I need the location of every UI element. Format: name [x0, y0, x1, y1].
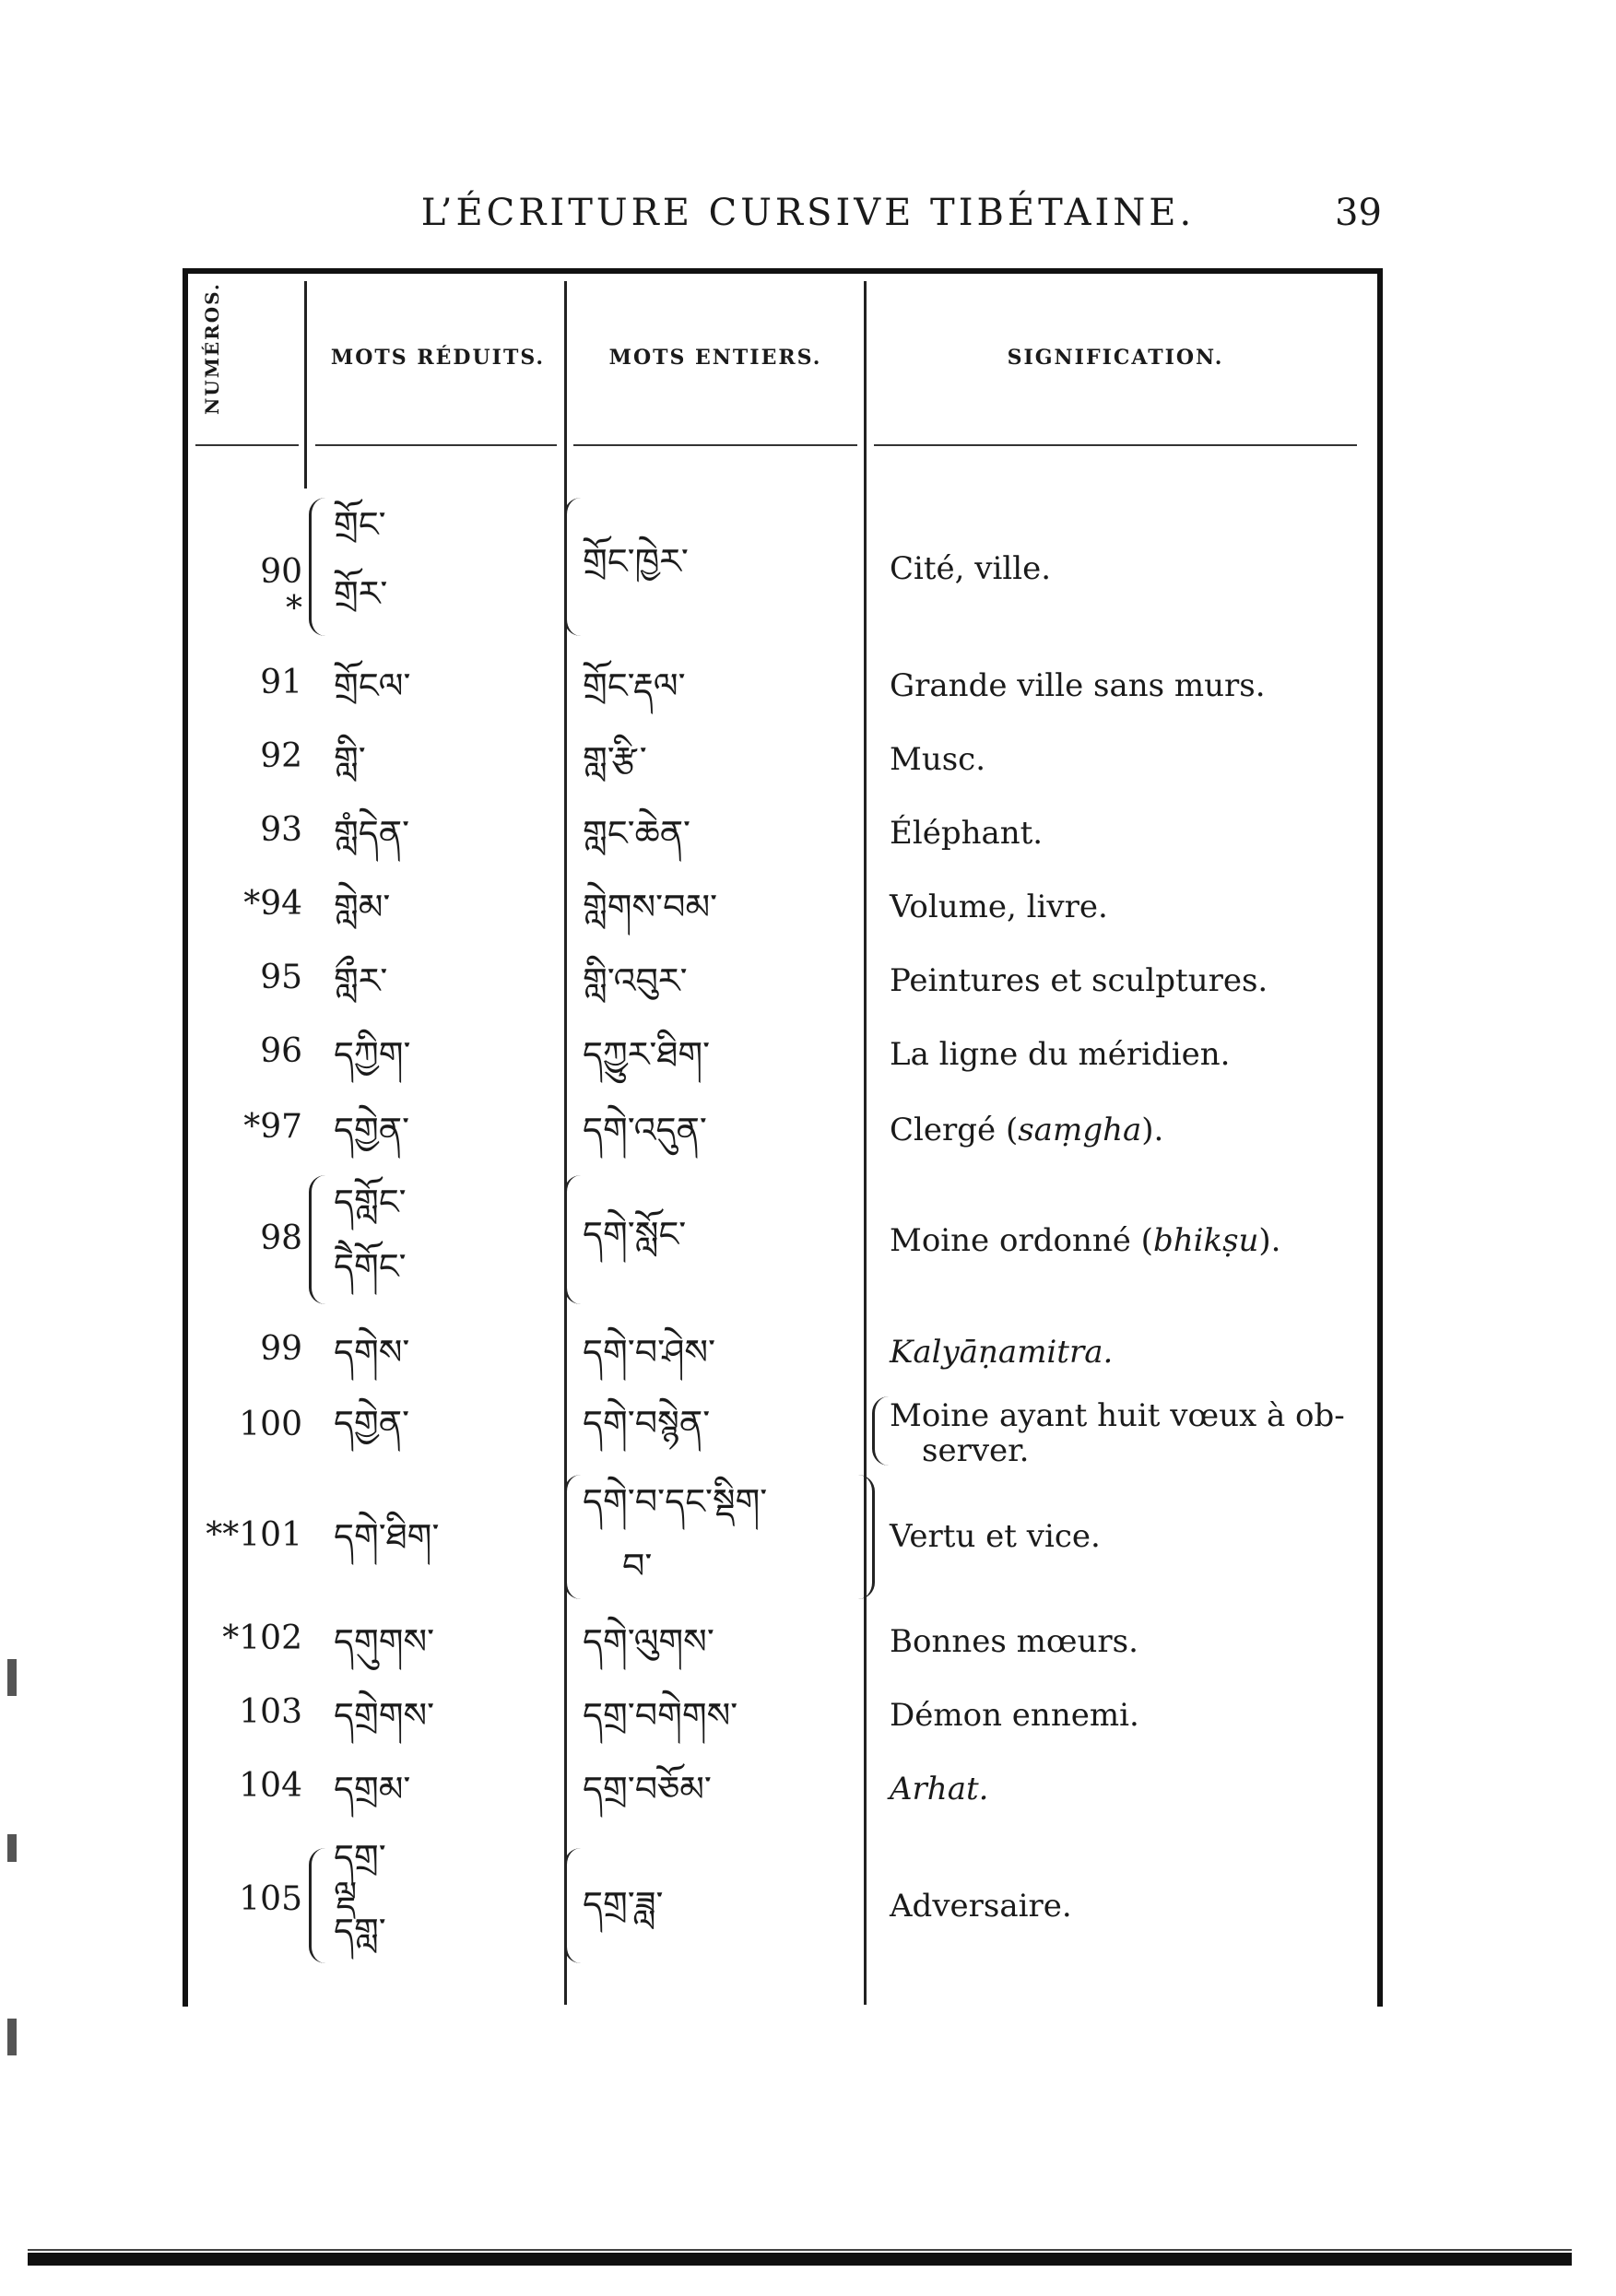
left-brace — [309, 1848, 328, 1963]
full-word: གླེགས་བམ་ — [583, 887, 718, 927]
full-word: དགེ་བ་ཤེས་ — [583, 1332, 716, 1372]
reduced-word: དགྱེན་ — [334, 1110, 410, 1150]
header-rule — [195, 444, 299, 446]
reduced-word: དགྱེན་ — [334, 1403, 410, 1443]
meaning: Grande ville sans murs. — [890, 667, 1266, 704]
full-word: དགྲ་བགེགས་ — [583, 1695, 738, 1736]
full-word: དགེ་སློང་ — [583, 1214, 687, 1254]
reduced-word: དགེས་ — [334, 1332, 410, 1372]
full-word: དགེ་ལུགས་ — [583, 1621, 714, 1662]
reduced-word: གླི་ — [334, 739, 366, 780]
reduced-word: གླྀར་ — [334, 960, 388, 1001]
reduced-word: དགླ་ — [334, 1911, 386, 1951]
left-brace — [564, 1475, 584, 1599]
entry-number: 95 — [260, 959, 302, 996]
meaning: Volume, livre. — [890, 889, 1108, 925]
left-brace — [564, 498, 584, 636]
meaning: Kalyāṇamitra. — [890, 1334, 1114, 1371]
full-word-continuation: བ་ — [622, 1546, 653, 1586]
reduced-word: དགུགས་ — [334, 1621, 435, 1662]
full-word: དགེ་བ་དང་སྡིག་ — [583, 1481, 768, 1522]
meaning-text: ). — [1141, 1112, 1164, 1148]
meaning — [890, 1111, 1351, 1149]
entry-number: *94 — [243, 885, 302, 923]
column-divider — [864, 281, 867, 2005]
full-word: གླང་ཆེན་ — [583, 813, 691, 854]
entry-number: 96 — [260, 1032, 302, 1070]
left-brace — [564, 1848, 584, 1963]
reduced-word: ལྡ — [334, 1874, 358, 1914]
left-brace — [564, 1175, 584, 1304]
column-header-meaning: SIGNIFICATION. — [1007, 346, 1224, 370]
meaning: La ligne du méridien. — [890, 1036, 1231, 1073]
entry-number: 104 — [239, 1767, 302, 1805]
meaning: Démon ennemi. — [890, 1697, 1139, 1734]
meaning: Peintures et sculptures. — [890, 962, 1268, 999]
entry-number: *102 — [222, 1619, 302, 1657]
meaning-continuation: server. — [922, 1432, 1030, 1469]
meaning-text: ). — [1258, 1222, 1281, 1259]
entry-number: 103 — [239, 1693, 302, 1731]
meaning — [890, 1221, 1351, 1260]
entry-number: 99 — [260, 1330, 302, 1368]
entry-number: 100 — [239, 1406, 302, 1443]
meaning: Bonnes mœurs. — [890, 1623, 1138, 1660]
meaning: Moine ayant huit vœux à ob- — [890, 1397, 1345, 1434]
reduced-word: དཀྱིག་ — [334, 1034, 411, 1075]
page-edge-rule — [28, 2249, 1572, 2251]
meaning-text: Moine ordonné ( — [890, 1222, 1153, 1259]
entry-number: 98 — [260, 1219, 302, 1257]
entry-number: 91 — [260, 664, 302, 701]
meaning: Éléphant. — [890, 815, 1044, 852]
full-word: དགེ་འདུན་ — [583, 1110, 707, 1150]
entry-number: 93 — [260, 811, 302, 849]
full-word: དགྲ་བཅོམ་ — [583, 1769, 712, 1809]
header-rule — [573, 444, 857, 446]
full-word: དགྲ་ཟླ་ — [583, 1884, 664, 1925]
meaning-italic: saṃgha — [1018, 1112, 1142, 1148]
left-brace — [309, 498, 328, 636]
left-brace — [872, 1396, 891, 1466]
column-header-reduced: MOTS RÉDUITS. — [330, 346, 546, 370]
full-word: གྲོང་རྡལ་ — [583, 665, 686, 706]
entry-number: 105 — [239, 1880, 302, 1918]
header-rule — [315, 444, 557, 446]
meaning: Adversaire. — [890, 1888, 1072, 1925]
column-header-full: MOTS ENTIERS. — [608, 346, 822, 370]
meaning: Musc. — [890, 741, 986, 778]
left-brace — [309, 1175, 328, 1304]
reduced-word: དགློང་ — [334, 1182, 407, 1222]
page-edge-bar — [28, 2253, 1572, 2266]
reduced-word: གྲོངལ་ — [334, 665, 411, 706]
header-rule — [874, 444, 1357, 446]
column-header-numbers: NUMÉROS. — [201, 282, 223, 415]
running-title: L’ÉCRITURE CURSIVE TIBÉTAINE. — [420, 192, 1196, 234]
meaning-text: Clergé ( — [890, 1112, 1019, 1148]
full-word: དཀྱུར་ཐིག་ — [583, 1034, 711, 1075]
reduced-word: དགེ་ཐིག་ — [334, 1516, 440, 1557]
reduced-word: གྲོང་ — [334, 504, 386, 545]
meaning: Arhat. — [890, 1771, 989, 1807]
column-divider — [304, 281, 307, 489]
page-number: 39 — [1335, 192, 1382, 234]
full-word: དགེ་བསྙེན་ — [583, 1403, 711, 1443]
meaning: Vertu et vice. — [890, 1518, 1101, 1555]
meaning-italic: bhikṣu — [1152, 1222, 1259, 1259]
reduced-word: དཻགོང་ — [334, 1246, 407, 1287]
binding-mark — [7, 2019, 17, 2055]
right-brace — [855, 1475, 875, 1599]
entry-number: 90 — [260, 553, 302, 591]
reduced-word: གྲོར་ — [334, 573, 388, 614]
reduced-word: གླཾདེན་ — [334, 813, 410, 854]
full-word: གླ་རྩི་ — [583, 739, 647, 780]
entry-number: **101 — [206, 1516, 302, 1554]
reduced-word: གླེམ་ — [334, 887, 391, 927]
full-word: གྲོང་ཁྱེར་ — [583, 541, 689, 582]
entry-number: 92 — [260, 737, 302, 775]
binding-mark — [7, 1834, 17, 1862]
reduced-word: དགྲ་ — [334, 1837, 386, 1878]
entry-marker: * — [286, 590, 302, 628]
reduced-word: དགྲམ་ — [334, 1769, 411, 1809]
binding-mark — [7, 1659, 17, 1696]
full-word: གླི་འབུར་ — [583, 960, 688, 1001]
entry-number: *97 — [243, 1108, 302, 1146]
meaning: Cité, ville. — [890, 550, 1052, 587]
reduced-word: དགྲེགས་ — [334, 1695, 435, 1736]
